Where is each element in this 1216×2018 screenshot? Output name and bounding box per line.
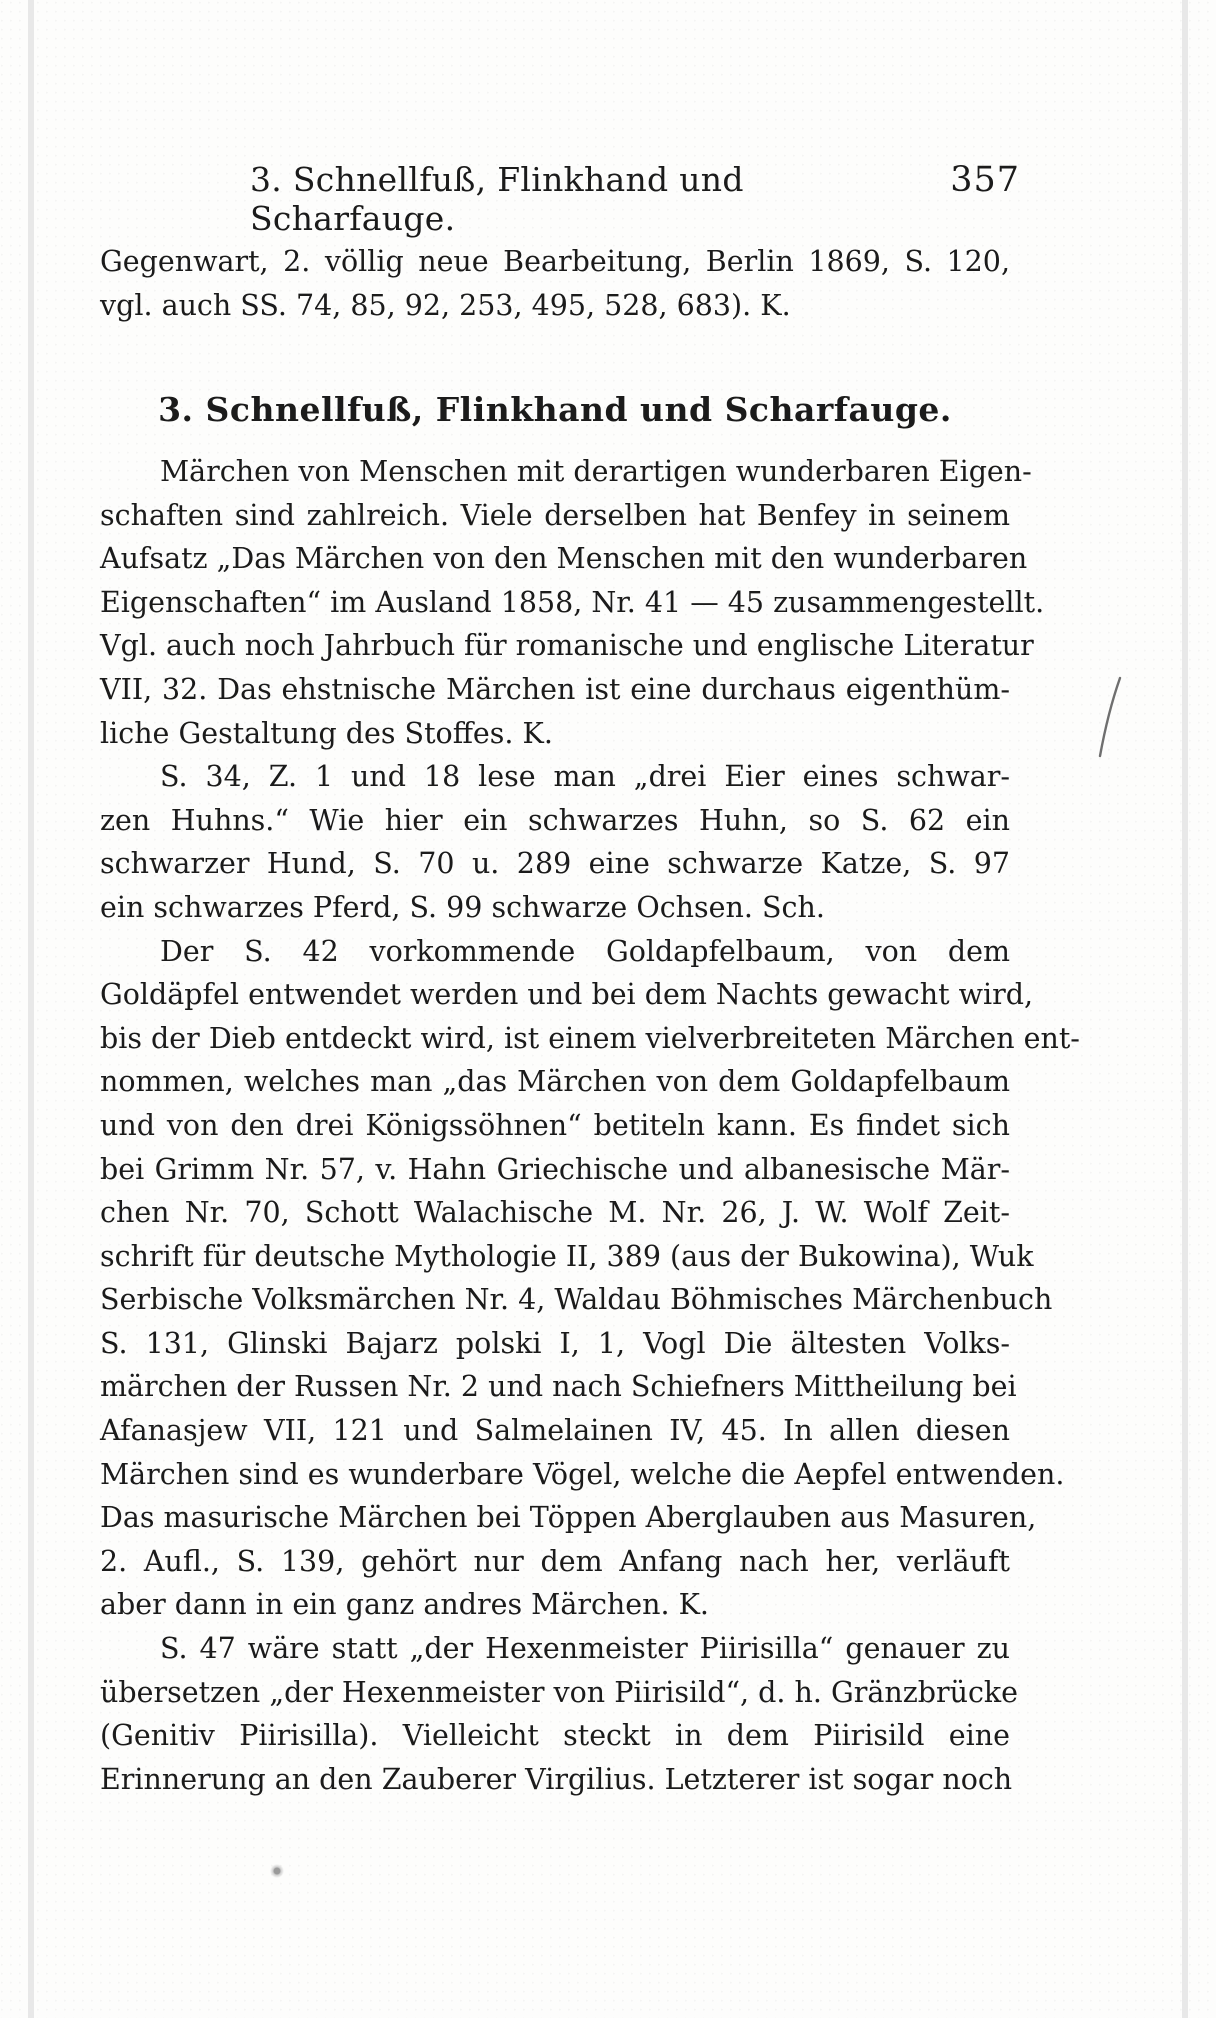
text-line: S. 131, Glinski Bajarz polski I, 1, Vogl Die ältesten Volks- xyxy=(100,1326,1010,1360)
paragraph xyxy=(100,450,1045,755)
body-text xyxy=(100,450,1080,1801)
text-line: VII, 32. Das ehstnische Märchen ist eine durchaus eigenthüm- xyxy=(100,672,1010,706)
text-line: Eigenschaften“ im Ausland 1858, Nr. 41 — 45 zusammengestellt. xyxy=(100,585,1045,619)
paper-speck xyxy=(270,1860,284,1882)
page-edge-left xyxy=(28,0,34,2018)
page-number: 357 xyxy=(950,160,1020,200)
text-line: Der S. 42 vorkommende Goldapfelbaum, von dem xyxy=(160,934,1010,968)
running-head-title: 3. Schnellfuß, Flinkhand und Scharfauge. xyxy=(250,160,744,238)
paragraph xyxy=(100,930,1080,1628)
text-line: nommen, welches man „das Märchen von dem Goldapfelbaum xyxy=(100,1065,1010,1099)
paragraph xyxy=(100,1627,1019,1801)
section-heading: 3. Schnellfuß, Flinkhand und Scharfauge. xyxy=(158,390,952,429)
text-line: bis der Dieb entdeckt wird, ist einem vielverbreiteten Märchen ent- xyxy=(100,1021,1080,1055)
text-line: bei Grimm Nr. 57, v. Hahn Griechische und albanesische Mär- xyxy=(100,1152,1010,1186)
running-head xyxy=(250,160,1020,238)
text-line: Afanasjew VII, 121 und Salmelainen IV, 45. In allen diesen xyxy=(100,1414,1010,1448)
text-line: Erinnerung an den Zauberer Virgilius. Letzterer ist sogar noch xyxy=(100,1762,1013,1796)
intro-line: vgl. auch SS. 74, 85, 92, 253, 495, 528, 683). K. xyxy=(100,288,791,322)
text-line: aber dann in ein ganz andres Märchen. K. xyxy=(100,1588,709,1622)
intro-text xyxy=(100,240,1010,327)
text-line: Aufsatz „Das Märchen von den Menschen mit den wunderbaren xyxy=(100,542,1028,576)
text-line: märchen der Russen Nr. 2 und nach Schiefners Mittheilung bei xyxy=(100,1370,1017,1404)
text-line: ein schwarzes Pferd, S. 99 schwarze Ochsen. Sch. xyxy=(100,890,825,924)
text-line: Märchen sind es wunderbare Vögel, welche die Aepfel entwenden. xyxy=(100,1457,1065,1491)
text-line: Vgl. auch noch Jahrbuch für romanische und englische Literatur xyxy=(100,629,1034,663)
text-line: Das masurische Märchen bei Töppen Aberglauben aus Masuren, xyxy=(100,1501,1037,1535)
paragraph xyxy=(100,755,1010,929)
text-line: Goldäpfel entwendet werden und bei dem Nachts gewacht wird, xyxy=(100,978,1034,1012)
text-line: übersetzen „der Hexenmeister von Piirisild“, d. h. Gränzbrücke xyxy=(100,1675,1019,1709)
pencil-margin-mark xyxy=(1090,672,1130,762)
text-line: S. 47 wäre statt „der Hexenmeister Piirisilla“ genauer zu xyxy=(160,1632,1010,1666)
text-line: S. 34, Z. 1 und 18 lese man „drei Eier eines schwar- xyxy=(160,760,1010,794)
text-line: und von den drei Königssöhnen“ betiteln kann. Es findet sich xyxy=(100,1108,1010,1142)
text-line: 2. Aufl., S. 139, gehört nur dem Anfang nach her, verläuft xyxy=(100,1544,1010,1578)
page-edge-right xyxy=(1182,0,1188,2018)
text-line: zen Huhns.“ Wie hier ein schwarzes Huhn, so S. 62 ein xyxy=(100,803,1010,837)
text-line: schwarzer Hund, S. 70 u. 289 eine schwarze Katze, S. 97 xyxy=(100,847,1010,881)
text-line: liche Gestaltung des Stoffes. K. xyxy=(100,716,553,750)
intro-line: Gegenwart, 2. völlig neue Bearbeitung, Berlin 1869, S. 120, xyxy=(100,245,1010,278)
text-line: (Genitiv Piirisilla). Vielleicht steckt in dem Piirisild eine xyxy=(100,1719,1010,1753)
text-line: schrift für deutsche Mythologie II, 389 (aus der Bukowina), Wuk xyxy=(100,1239,1034,1273)
text-line: Serbische Volksmärchen Nr. 4, Waldau Böhmisches Märchenbuch xyxy=(100,1283,1053,1317)
text-line: Märchen von Menschen mit derartigen wunderbaren Eigen- xyxy=(160,455,1032,488)
text-line: chen Nr. 70, Schott Walachische M. Nr. 26, J. W. Wolf Zeit- xyxy=(100,1196,1010,1230)
text-line: schaften sind zahlreich. Viele derselben hat Benfey in seinem xyxy=(100,498,1010,532)
